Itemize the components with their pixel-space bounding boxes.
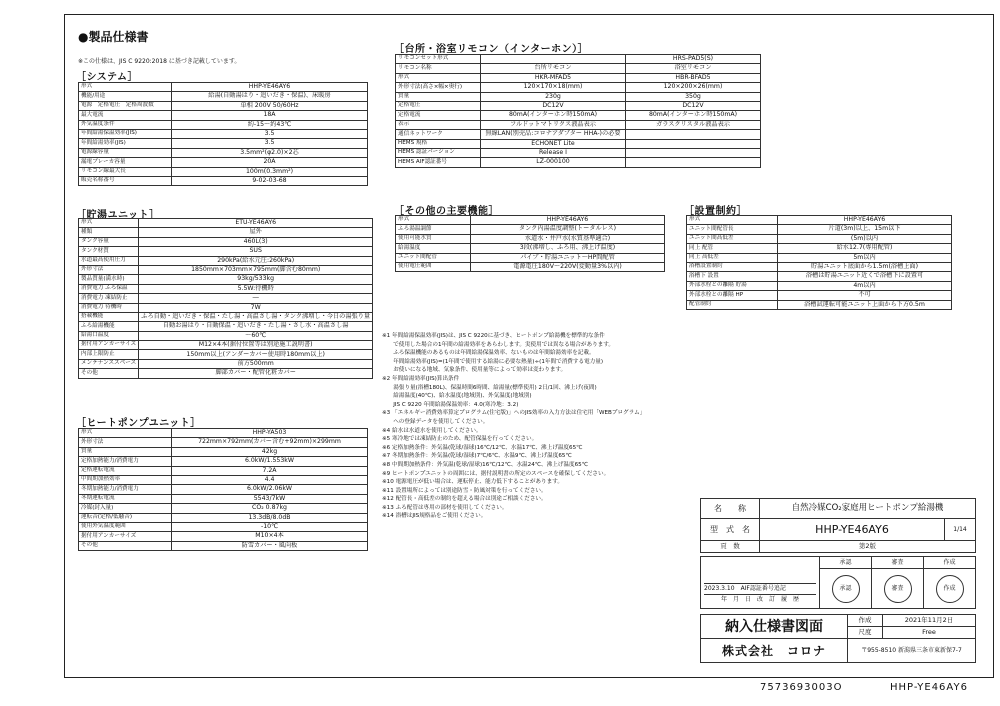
system-table bbox=[78, 82, 368, 186]
row-value bbox=[626, 130, 761, 139]
revision-date: 2023.3.10 bbox=[704, 584, 735, 592]
row-label: 定格運転電流 bbox=[79, 466, 172, 475]
row-label: 定格加熱能力/消費電力 bbox=[79, 457, 172, 466]
table-row bbox=[396, 111, 761, 120]
row-label: 形式 bbox=[396, 73, 481, 82]
doc-name-block bbox=[700, 614, 976, 663]
row-label: 消費電力 凍結防止 bbox=[79, 294, 139, 303]
table-row bbox=[79, 485, 368, 494]
row-value: HHP-YE46AY6 bbox=[471, 216, 665, 225]
doc-name: 納入仕様書図面 bbox=[701, 615, 848, 639]
model-label: 型 式 名 bbox=[701, 519, 760, 541]
row-label: 使用外気温度範囲 bbox=[79, 522, 172, 531]
notes-list bbox=[382, 332, 682, 521]
name-label: 名 称 bbox=[701, 499, 760, 519]
table-row bbox=[396, 73, 761, 82]
row-label: 冷媒(封入量) bbox=[79, 504, 172, 513]
row-value: ECHONET Lite bbox=[481, 139, 626, 148]
table-row bbox=[79, 129, 368, 138]
revision-date-label: 年 月 日 bbox=[720, 595, 751, 603]
row-value: 3.5mm²(φ2.0)×2芯 bbox=[172, 148, 368, 157]
table-row bbox=[79, 92, 368, 101]
row-value: 屋外 bbox=[139, 228, 373, 237]
table-row bbox=[79, 475, 368, 484]
row-value: 93kg/533kg bbox=[139, 275, 373, 284]
row-value: 無線LAN(別売品:コロナアダプター HHA-)の必要 bbox=[481, 130, 626, 139]
table-row bbox=[396, 148, 761, 157]
row-value: Release I bbox=[481, 148, 626, 157]
row-label: 定格電流 bbox=[396, 111, 481, 120]
revision-text: AIF認証番号追記 bbox=[740, 584, 786, 592]
row-value: 120×170×18(mm) bbox=[481, 83, 626, 92]
row-label: 搭載機能 bbox=[79, 312, 139, 321]
table-row bbox=[79, 111, 368, 120]
row-label: 消費電力 待機時 bbox=[79, 303, 139, 312]
row-label: ふろ給湯機能 bbox=[79, 322, 139, 331]
row-value: 722mm×792mm(カバー含む+92mm)×299mm bbox=[172, 438, 368, 447]
table-row bbox=[687, 291, 952, 300]
row-label: リモコンセット形式 bbox=[396, 55, 481, 64]
table-row bbox=[396, 253, 665, 262]
install-heading: ［設置制約］ bbox=[684, 206, 747, 217]
row-value bbox=[626, 148, 761, 157]
table-row bbox=[79, 176, 368, 185]
table-row bbox=[396, 64, 761, 73]
table-row bbox=[396, 130, 761, 139]
row-label: 据付用アンカーサイズ bbox=[79, 341, 139, 350]
table-row bbox=[79, 294, 373, 303]
table-row bbox=[79, 322, 373, 331]
table-row bbox=[79, 256, 373, 265]
row-value: HKR-MFAD5 bbox=[481, 73, 626, 82]
remote-table bbox=[395, 54, 761, 168]
row-label: タンク材質 bbox=[79, 247, 139, 256]
row-value: 80mA(インターホン時150mA) bbox=[626, 111, 761, 120]
row-value: SUS bbox=[139, 247, 373, 256]
row-value: HHP-YA503 bbox=[172, 429, 368, 438]
row-value: 浴槽試運転可能ユニット上面から下方0.5m bbox=[778, 300, 952, 309]
row-label: 据付用アンカーサイズ bbox=[79, 532, 172, 541]
row-value: 浴室リモコン bbox=[626, 64, 761, 73]
row-value: CO₂ 0.87kg bbox=[172, 504, 368, 513]
note-line: ※7 冬期加熱条件：外気温(乾球/湿球)7℃/6℃、水温9℃、沸上げ温度65℃ bbox=[382, 453, 572, 460]
row-label: 最大電流 bbox=[79, 111, 172, 120]
row-value: DC12V bbox=[626, 101, 761, 110]
row-label: HEMS 規格 bbox=[396, 139, 481, 148]
approve-stamp: 承認 bbox=[832, 575, 860, 603]
row-label: 種類 bbox=[79, 228, 139, 237]
row-label: 形式 bbox=[687, 216, 778, 225]
row-label: 機能/用途 bbox=[79, 92, 172, 101]
row-label: 消費電力 ふろ保温 bbox=[79, 284, 139, 293]
row-label: 製品質量(満水時) bbox=[79, 275, 139, 284]
sheet-number: 1/14 bbox=[945, 519, 976, 541]
row-value: 350g bbox=[626, 92, 761, 101]
table-row bbox=[687, 216, 952, 225]
table-row bbox=[79, 513, 368, 522]
row-value: ETU-YE46AY6 bbox=[139, 219, 373, 228]
row-value: HBR-BFAD5 bbox=[626, 73, 761, 82]
table-row bbox=[687, 272, 952, 281]
row-label: 質量 bbox=[79, 447, 172, 456]
doc-title: ●製品仕様書 bbox=[78, 30, 149, 44]
row-value: 5m以内 bbox=[778, 253, 952, 262]
draw-stamp: 作成 bbox=[936, 575, 964, 603]
row-value: 460L(3) bbox=[139, 237, 373, 246]
row-value: 貯湯ユニット底面から1.5m(浴槽上面) bbox=[778, 262, 952, 271]
row-label: 形式 bbox=[79, 219, 139, 228]
row-label: 中間期加熱効率 bbox=[79, 475, 172, 484]
row-label: 漏電ブレーカ容量 bbox=[79, 158, 172, 167]
row-value: 約-15〜約43℃ bbox=[172, 120, 368, 129]
row-label: 運転音(定格/低騒音) bbox=[79, 513, 172, 522]
row-label: 配管制約 bbox=[687, 300, 778, 309]
table-row bbox=[79, 447, 368, 456]
row-label: 給湯温度 bbox=[396, 244, 471, 253]
row-label: 販売名称番号 bbox=[79, 176, 172, 185]
tank-heading: ［貯湯ユニット］ bbox=[76, 210, 160, 221]
title-block bbox=[700, 498, 976, 553]
footer-code: 7573693003O bbox=[760, 682, 843, 693]
row-value: 浴槽は貯湯ユニット近くで浴槽下に設置可 bbox=[778, 272, 952, 281]
table-row bbox=[79, 83, 368, 92]
table-row bbox=[396, 234, 665, 243]
footer-model: HHP-YE46AY6 bbox=[890, 682, 968, 693]
sheets-value: 第2版 bbox=[760, 541, 976, 553]
row-value: 1850mm×703mm×795mm(脚含む80mm) bbox=[139, 265, 373, 274]
heatpump-table bbox=[78, 428, 368, 551]
row-label: 電源線容量 bbox=[79, 148, 172, 157]
other-heading: ［その他の主要機能］ bbox=[394, 206, 499, 217]
row-value: 290kPa(給水元圧:260kPa) bbox=[139, 256, 373, 265]
table-row bbox=[687, 300, 952, 309]
row-label: 外気温度条件 bbox=[79, 120, 172, 129]
row-value: 給水12.7(専用配管) bbox=[778, 244, 952, 253]
row-label: 通信ネットワーク bbox=[396, 130, 481, 139]
table-row bbox=[396, 216, 665, 225]
table-row bbox=[79, 101, 368, 110]
row-value: 台所リモコン bbox=[481, 64, 626, 73]
row-label: 同上 高低差 bbox=[687, 253, 778, 262]
row-label: 年間給湯効率(JIS) bbox=[79, 139, 172, 148]
row-value: HHP-YE46AY6 bbox=[778, 216, 952, 225]
row-label: 外形寸法 bbox=[79, 438, 172, 447]
row-value: 6.0kW/2.06kW bbox=[172, 485, 368, 494]
row-value: ― bbox=[139, 294, 373, 303]
row-value: 20A bbox=[172, 158, 368, 167]
row-value: DC12V bbox=[481, 101, 626, 110]
row-label: 外部水栓との離隔 HP bbox=[687, 291, 778, 300]
table-row bbox=[396, 225, 665, 234]
note-line: 湯張り量(浴槽180L)、保温時間6時間、給湯量(標準使用) 2日/1回、沸上げ(夜間) bbox=[382, 384, 597, 391]
row-value: 3段(沸増し、ふろ用、沸上げ温度) bbox=[471, 244, 665, 253]
table-row bbox=[79, 532, 368, 541]
note-line: 給湯温度(40℃)、給水温度(地域別)、外気温度(地域別) bbox=[382, 393, 532, 400]
row-value: 3.5 bbox=[172, 139, 368, 148]
row-value: タンク内湯温度調整(トータルレス) bbox=[471, 225, 665, 234]
row-value: 4m以内 bbox=[778, 281, 952, 290]
table-row bbox=[687, 244, 952, 253]
row-label: HEMS AIF認証番号 bbox=[396, 158, 481, 167]
row-value: 18A bbox=[172, 111, 368, 120]
table-row bbox=[79, 359, 373, 368]
row-value: 防雪カバー・風向板 bbox=[172, 541, 368, 550]
row-value: 9-02-03-68 bbox=[172, 176, 368, 185]
model-value: HHP-YE46AY6 bbox=[760, 519, 945, 541]
row-label: 質量 bbox=[396, 92, 481, 101]
row-label: ユニット間配管 bbox=[396, 253, 471, 262]
table-row bbox=[79, 284, 373, 293]
row-label: 電源 定格電圧 定格周波数 bbox=[79, 101, 172, 110]
row-value: HRS-PAD5(S) bbox=[626, 55, 761, 64]
table-row bbox=[79, 158, 368, 167]
row-value: 電源電圧180V〜220V(変動量3%以内) bbox=[471, 262, 665, 271]
table-row bbox=[79, 438, 368, 447]
row-value: 230g bbox=[481, 92, 626, 101]
note-line: ※2 年間給湯効率(JIS)算出条件 bbox=[382, 375, 460, 382]
row-value: 7W bbox=[139, 303, 373, 312]
check-stamp: 審査 bbox=[884, 575, 912, 603]
row-value: LZ-000100 bbox=[481, 158, 626, 167]
note-line: ※10 電源電圧が低い場合は、運転停止、能力低下することがあります。 bbox=[382, 479, 563, 486]
note-line: ※14 浴槽はJIS規格品をご使用ください。 bbox=[382, 513, 487, 520]
row-value: 単相 200V 50/60Hz bbox=[172, 101, 368, 110]
table-row bbox=[396, 262, 665, 271]
note-line: ※6 定格加熱条件：外気温(乾球/湿球)16℃/12℃、水温17℃、沸上げ温度65℃ bbox=[382, 444, 583, 451]
row-label: 内部上限防止 bbox=[79, 350, 139, 359]
row-label: 冬期加熱能力/消費電力 bbox=[79, 485, 172, 494]
row-value: -10℃ bbox=[172, 522, 368, 531]
note-line: ※12 配管長・高低差の制約を超える場合は別途ご相談ください。 bbox=[382, 496, 547, 503]
table-row bbox=[79, 303, 373, 312]
draw-header: 作成 bbox=[924, 557, 976, 569]
row-label: HEMS 認証バージョン bbox=[396, 148, 481, 157]
other-table bbox=[395, 215, 665, 272]
row-value: ふろ自動・追いだき・保温・たし湯・高温さし湯・タンク沸増し・今日の湯張り量 bbox=[139, 312, 373, 321]
scale-label: 尺度 bbox=[848, 627, 883, 639]
row-value bbox=[626, 139, 761, 148]
table-row bbox=[79, 331, 373, 340]
table-row bbox=[79, 219, 373, 228]
remote-heading: ［台所・浴室リモコン（インターホン）］ bbox=[394, 44, 589, 55]
row-value: (5m)以内 bbox=[778, 234, 952, 243]
table-row bbox=[79, 457, 368, 466]
name-value: 自然冷媒CO₂家庭用ヒートポンプ給湯機 bbox=[760, 499, 976, 519]
row-value: M12×4本(据付位置等は別途施工説明書) bbox=[139, 341, 373, 350]
row-value: 150mm以上(アンダーカバー使用時180mm以上) bbox=[139, 350, 373, 359]
table-row bbox=[79, 148, 368, 157]
row-label: 年間給湯保温効率(JIS) bbox=[79, 129, 172, 138]
row-value: 5543/7kW bbox=[172, 494, 368, 503]
table-row bbox=[396, 92, 761, 101]
row-label: ユニット間高低差 bbox=[687, 234, 778, 243]
sheets-label: 頁 数 bbox=[701, 541, 760, 553]
made-value: 2021年11月2日 bbox=[883, 615, 976, 627]
table-row bbox=[79, 312, 373, 321]
row-value: 6.0kW/1.553kW bbox=[172, 457, 368, 466]
row-value: フルドットマトリクス液晶表示 bbox=[481, 120, 626, 129]
note-line: で使用した場合の1年間の給湯効率をあらわします。実使用では異なる場合があります。 bbox=[382, 341, 615, 348]
revision-area bbox=[701, 557, 820, 609]
table-row bbox=[396, 55, 761, 64]
table-row bbox=[687, 225, 952, 234]
check-header: 審査 bbox=[872, 557, 924, 569]
row-label: 表示 bbox=[396, 120, 481, 129]
row-label: メンテナンススペース bbox=[79, 359, 139, 368]
note-line: ※13 ふろ配管は専用の部材を使用してください。 bbox=[382, 504, 508, 511]
row-label: 冬期運転電流 bbox=[79, 494, 172, 503]
note-line: ※5 寒冷地では凍結防止のため、配管保温を行ってください。 bbox=[382, 436, 538, 443]
table-row bbox=[396, 158, 761, 167]
row-label: 同上 配管 bbox=[687, 244, 778, 253]
table-row bbox=[79, 247, 373, 256]
table-row bbox=[396, 120, 761, 129]
row-value: 5.5W:待機時 bbox=[139, 284, 373, 293]
row-label: リモコン線最大長 bbox=[79, 167, 172, 176]
row-value: 不可 bbox=[778, 291, 952, 300]
table-row bbox=[79, 522, 368, 531]
table-row bbox=[687, 281, 952, 290]
row-label: ふろ湯温調節 bbox=[396, 225, 471, 234]
system-heading: ［システム］ bbox=[76, 72, 138, 83]
table-row bbox=[79, 237, 373, 246]
row-value: 脚部カバー・配管化粧カバー bbox=[139, 369, 373, 378]
note-line: ※9 ヒートポンプユニットの周囲には、据付説明書の所定のスペースを確保してください。 bbox=[382, 470, 610, 477]
table-row bbox=[79, 120, 368, 129]
note-line: ※1 年間給湯保温効率(JIS)は、JIS C 9220に基づき、ヒートポンプ給湯機を標準的な条件 bbox=[382, 333, 605, 339]
row-label: 使用電圧範囲 bbox=[396, 262, 471, 271]
revision-label: 改 訂 履 歴 bbox=[757, 595, 800, 603]
row-value: 〜60℃ bbox=[139, 331, 373, 340]
row-value: 42kg bbox=[172, 447, 368, 456]
table-row bbox=[396, 244, 665, 253]
row-label: 形式 bbox=[79, 83, 172, 92]
note-line: への登録データを使用してください。 bbox=[382, 418, 489, 425]
row-label: ユニット間配管長 bbox=[687, 225, 778, 234]
table-row bbox=[79, 341, 373, 350]
row-label: リモコン名称 bbox=[396, 64, 481, 73]
row-label: 外形寸法(高さ×幅×奥行) bbox=[396, 83, 481, 92]
row-label: 使用可能水質 bbox=[396, 234, 471, 243]
row-value: 給湯(自動湯はり・追いだき・保温)、床暖房 bbox=[172, 92, 368, 101]
table-row bbox=[79, 350, 373, 359]
approve-header: 承認 bbox=[820, 557, 872, 569]
company-name: 株式会社 コロナ bbox=[701, 639, 848, 663]
row-value: パイプ・貯湯ユニット〜HP間配管 bbox=[471, 253, 665, 262]
row-value bbox=[626, 158, 761, 167]
scale-value: Free bbox=[883, 627, 976, 639]
note-line: ふろ保温機能のあるものは年間給湯保温効率、ないものは年間給湯効率を記載。 bbox=[382, 350, 595, 357]
table-row bbox=[79, 167, 368, 176]
made-label: 作成 bbox=[848, 615, 883, 627]
row-value: 13.3dB/8.0dB bbox=[172, 513, 368, 522]
heatpump-heading: ［ヒートポンプユニット］ bbox=[76, 418, 201, 429]
row-value: HHP-YE46AY6 bbox=[172, 83, 368, 92]
tank-table bbox=[78, 218, 373, 379]
row-label: その他 bbox=[79, 541, 172, 550]
table-row bbox=[79, 139, 368, 148]
row-label: その他 bbox=[79, 369, 139, 378]
note-line: ※3 「エネルギー消費効率算定プログラム(住宅版)」へのJIS効率の入力方法は住宅用「WEBプログラム」 bbox=[382, 410, 646, 417]
table-row bbox=[79, 429, 368, 438]
row-value: 自動お湯はり・自動保温・追いだき・たし湯・さし水・高温さし湯 bbox=[139, 322, 373, 331]
table-row bbox=[79, 504, 368, 513]
note-line: ※11 設置場所によっては別途防雪・防風対策を行ってください。 bbox=[382, 487, 547, 494]
row-label: 形式 bbox=[396, 216, 471, 225]
table-row bbox=[79, 275, 373, 284]
row-label: 水道最高使用圧力 bbox=[79, 256, 139, 265]
table-row bbox=[687, 253, 952, 262]
row-label: 定格電圧 bbox=[396, 101, 481, 110]
row-label: タンク容量 bbox=[79, 237, 139, 246]
row-value: 7.2A bbox=[172, 466, 368, 475]
table-row bbox=[396, 83, 761, 92]
table-row bbox=[79, 369, 373, 378]
table-row bbox=[79, 265, 373, 274]
table-row bbox=[687, 262, 952, 271]
row-value: ガラスクリスタル液晶表示 bbox=[626, 120, 761, 129]
row-label: 給湯口温度 bbox=[79, 331, 139, 340]
table-row bbox=[79, 541, 368, 550]
row-value: 前方500mm bbox=[139, 359, 373, 368]
row-label: 浴槽設置制約 bbox=[687, 262, 778, 271]
row-label: 浴槽下 設置 bbox=[687, 272, 778, 281]
row-value: 4.4 bbox=[172, 475, 368, 484]
standard-note: ※この仕様は、JIS C 9220:2018 に基づき記載しています。 bbox=[78, 58, 241, 65]
note-line: ※8 中間期加熱条件：外気温(乾球/湿球)16℃/12℃、水温24℃、沸上げ温度65℃ bbox=[382, 461, 589, 468]
table-row bbox=[79, 228, 373, 237]
row-label: 外部水栓との離隔 貯湯 bbox=[687, 281, 778, 290]
row-value: 水道水・井戸水(水質基準適合) bbox=[471, 234, 665, 243]
table-row bbox=[79, 494, 368, 503]
row-value bbox=[481, 55, 626, 64]
row-value: 120×200×26(mm) bbox=[626, 83, 761, 92]
row-value: 80mA(インターホン時150mA) bbox=[481, 111, 626, 120]
row-label: 形式 bbox=[79, 429, 172, 438]
note-line: お使いになる地域、気象条件、使用量等によって効率は変わります。 bbox=[382, 367, 567, 374]
note-line: 年間給湯効率(JIS)=(1年間で使用する給湯に必要な熱量)÷(1年間で消費する電力量) bbox=[382, 358, 604, 365]
approval-block bbox=[700, 556, 976, 609]
table-row bbox=[687, 234, 952, 243]
company-address: 〒955-8510 新潟県三条市東新保7-7 bbox=[848, 639, 976, 663]
note-line: ※4 給水は水道水を使用してください。 bbox=[382, 427, 482, 434]
table-row bbox=[396, 101, 761, 110]
row-value: 片道(3m)以上、15m以下 bbox=[778, 225, 952, 234]
table-row bbox=[79, 466, 368, 475]
row-value: 100m(0.3mm²) bbox=[172, 167, 368, 176]
row-label: 外形寸法 bbox=[79, 265, 139, 274]
row-value: 3.5 bbox=[172, 129, 368, 138]
install-table bbox=[686, 215, 952, 310]
note-line: JIS C 9220 年間給湯保温効率：4.0(寒冷地：3.2) bbox=[382, 401, 519, 408]
row-value: M10×4本 bbox=[172, 532, 368, 541]
table-row bbox=[396, 139, 761, 148]
